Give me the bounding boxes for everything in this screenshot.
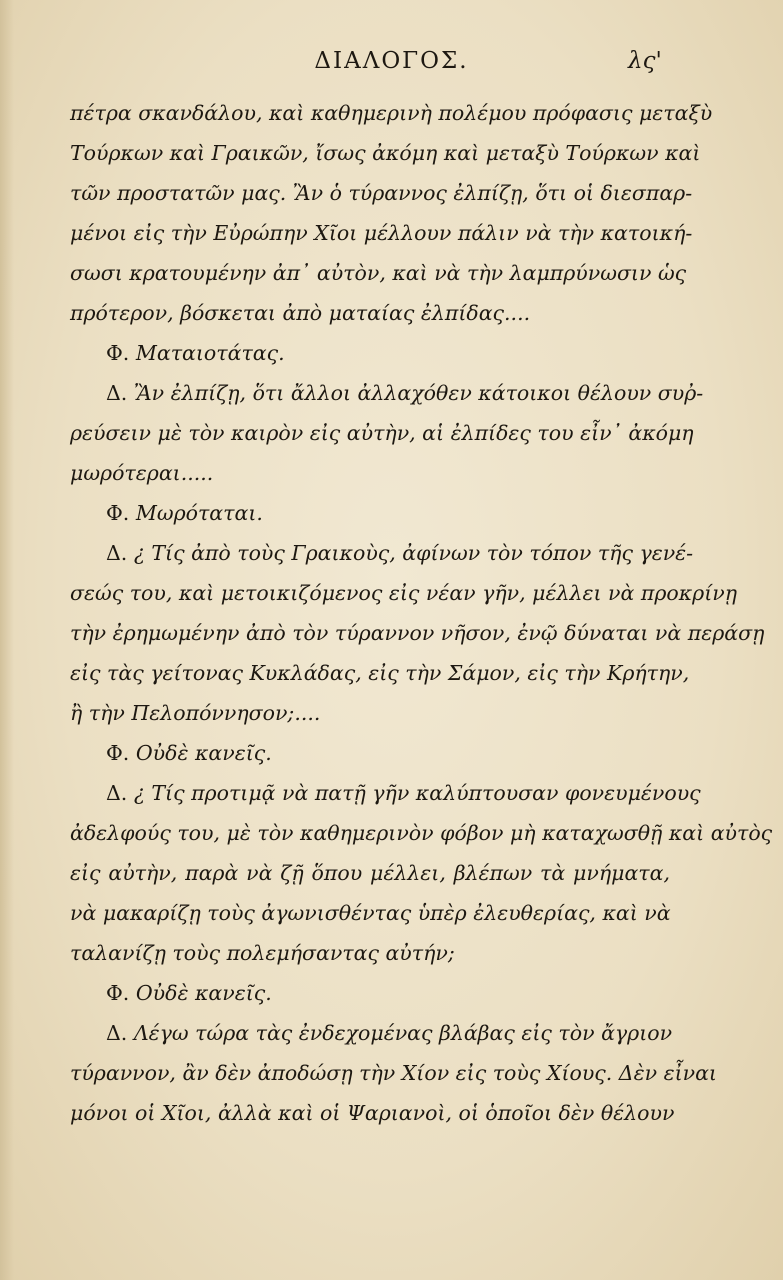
line-text: μωρότεραι..... xyxy=(70,461,214,485)
text-line xyxy=(70,293,670,333)
running-head-title: ΔΙΑΛΟΓΟΣ. xyxy=(314,48,469,74)
text-line xyxy=(70,653,690,693)
line-text: ἢ τὴν Πελοπόννησον;.... xyxy=(70,701,321,725)
text-line xyxy=(70,973,670,1013)
text-line xyxy=(70,613,765,653)
line-text: Μωρόταται. xyxy=(135,501,263,525)
text-line xyxy=(70,693,670,733)
line-text: σεώς του, καὶ μετοικιζόμενος εἰς νέαν γῆν, μέλλει νὰ προκρίνῃ xyxy=(70,581,738,605)
text-line xyxy=(70,213,693,253)
text-line xyxy=(70,133,701,173)
line-text: μόνοι οἱ Χῖοι, ἀλλὰ καὶ οἱ Ψαριανοὶ, οἱ ὁποῖοι δὲν θέλουν xyxy=(70,1101,675,1125)
line-text: Ἂν ἐλπίζῃ, ὅτι ἄλλοι ἀλλαχόθεν κάτοικοι θέλουν συῤ- xyxy=(133,381,704,405)
line-text: Οὐδὲ κανεῖς. xyxy=(135,981,272,1005)
line-text: πέτρα σκανδάλου, καὶ καθημερινὴ πολέμου πρόφασις μεταξὺ xyxy=(70,101,713,125)
page-gutter-shadow xyxy=(0,0,14,1280)
line-text: Οὐδὲ κανεῖς. xyxy=(135,741,272,765)
text-line xyxy=(70,1053,717,1093)
line-text: εἰς τὰς γείτονας Κυκλάδας, εἰς τὴν Σάμον, εἰς τὴν Κρήτην, xyxy=(70,661,690,685)
line-text: εἰς αὐτὴν, παρὰ νὰ ζῇ ὅπου μέλλει, βλέπων τὰ μνήματα, xyxy=(70,861,670,885)
speaker-label: Φ. xyxy=(106,341,130,365)
text-line xyxy=(70,733,670,773)
speaker-label: Φ. xyxy=(106,981,130,1005)
text-line xyxy=(70,853,670,893)
body-text xyxy=(70,93,773,1133)
line-text: τῶν προστατῶν μας. Ἂν ὁ τύραννος ἐλπίζῃ, ὅτι οἱ διεσπαρ- xyxy=(70,181,693,205)
text-line xyxy=(70,813,773,853)
line-text: σωσι κρατουμένην ἀπ᾽ αὐτὸν, καὶ νὰ τὴν λαμπρύνωσιν ὡς xyxy=(70,261,687,285)
text-line xyxy=(70,1013,673,1053)
line-text: πρότερον, βόσκεται ἀπὸ ματαίας ἐλπίδας.... xyxy=(70,301,531,325)
line-text: Ματαιοτάτας. xyxy=(135,341,285,365)
line-text: Τούρκων καὶ Γραικῶν, ἴσως ἀκόμη καὶ μεταξὺ Τούρκων καὶ xyxy=(70,141,701,165)
line-text: ταλανίζῃ τοὺς πολεμήσαντας αὐτήν; xyxy=(70,941,455,965)
speaker-label: Δ. xyxy=(106,781,128,805)
speaker-label: Δ. xyxy=(106,1021,128,1045)
speaker-label: Φ. xyxy=(106,741,130,765)
speaker-label: Δ. xyxy=(106,541,128,565)
text-line xyxy=(70,573,738,613)
text-line xyxy=(70,333,670,373)
text-line xyxy=(70,933,670,973)
text-line xyxy=(70,1093,675,1133)
text-line xyxy=(70,173,693,213)
page-number: λς' xyxy=(628,48,662,74)
line-text: τύραννον, ἂν δὲν ἀποδώσῃ τὴν Χίον εἰς τοὺς Χίους. Δὲν εἶναι xyxy=(70,1061,717,1085)
text-line xyxy=(70,253,687,293)
text-line xyxy=(70,493,670,533)
text-line xyxy=(70,533,694,573)
line-text: τὴν ἐρημωμένην ἀπὸ τὸν τύραννον νῆσον, ἐνῷ δύναται νὰ περάσῃ xyxy=(70,621,765,645)
line-text: νὰ μακαρίζῃ τοὺς ἀγωνισθέντας ὑπὲρ ἐλευθερίας, καὶ νὰ xyxy=(70,901,671,925)
line-text: ἀδελφούς του, μὲ τὸν καθημερινὸν φόβον μὴ καταχωσθῇ καὶ αὐτὸς xyxy=(70,821,773,845)
text-line xyxy=(70,773,701,813)
line-text: Λέγω τώρα τὰς ἐνδεχομένας βλάβας εἰς τὸν ἄγριον xyxy=(133,1021,673,1045)
speaker-label: Φ. xyxy=(106,501,130,525)
line-text: ¿ Τίς προτιμᾷ νὰ πατῇ γῆν καλύπτουσαν φονευμένους xyxy=(133,781,701,805)
line-text: ¿ Τίς ἀπὸ τοὺς Γραικοὺς, ἀφίνων τὸν τόπον τῆς γενέ- xyxy=(133,541,694,565)
text-line xyxy=(70,93,713,133)
line-text: ρεύσειν μὲ τὸν καιρὸν εἰς αὐτὴν, αἱ ἐλπίδες του εἶν᾽ ἀκόμη xyxy=(70,421,694,445)
text-line xyxy=(70,453,670,493)
text-line xyxy=(70,413,694,453)
speaker-label: Δ. xyxy=(106,381,128,405)
text-line xyxy=(70,893,670,933)
text-line xyxy=(70,373,704,413)
line-text: μένοι εἰς τὴν Εὐρώπην Χῖοι μέλλουν πάλιν νὰ τὴν κατοική- xyxy=(70,221,693,245)
